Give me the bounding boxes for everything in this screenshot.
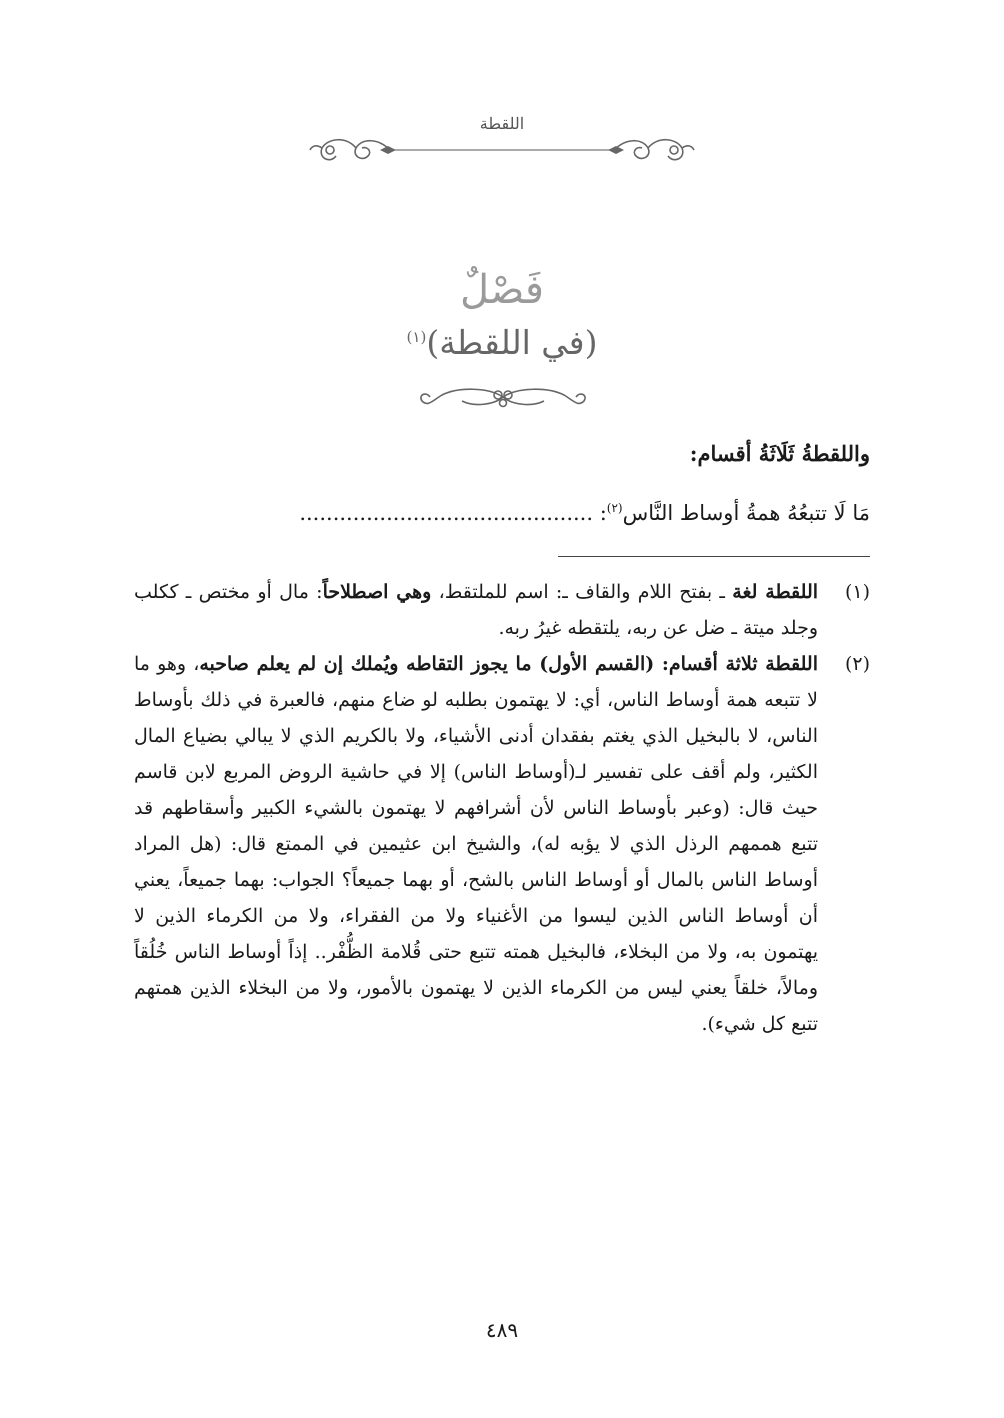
footnote-text bbox=[134, 646, 818, 1042]
footnote-marker-2: (٢) bbox=[606, 501, 623, 515]
title-ornament-icon bbox=[418, 383, 588, 411]
page-number: ٤٨٩ bbox=[485, 1318, 519, 1342]
footnote-separator bbox=[558, 556, 870, 557]
main-text-line-1: واللقطةُ ثَلَاثَةُ أقسام: bbox=[689, 441, 870, 466]
main-text-line-2-tail: : ............................................ bbox=[299, 501, 607, 525]
chapter-heading: فَصْلٌ bbox=[459, 267, 545, 313]
chapter-subtitle-text: (في اللقطة) bbox=[426, 323, 598, 362]
footnote-bold-segment: اللقطة ثلاثة أقسام: (القسم الأول) ما يجوز التقاطه ويُملك إن لم يعلم صاحبه bbox=[199, 653, 818, 675]
footnote-number: (١) bbox=[844, 581, 870, 603]
running-title: اللقطة bbox=[479, 114, 525, 133]
main-text-line-2-text: مَا لَا تتبعُهُ همةُ أوساط النَّاس bbox=[622, 501, 870, 525]
footnote-number: (٢) bbox=[844, 653, 870, 675]
chapter-subtitle bbox=[0, 322, 1004, 365]
footnote-text bbox=[134, 574, 818, 646]
footnote-bold-segment: اللقطة لغة bbox=[732, 581, 819, 603]
header-ornament-icon bbox=[308, 132, 696, 168]
footnote-bold-segment: وهي اصطلاحاً bbox=[322, 581, 432, 603]
footnote-marker-1: (١) bbox=[406, 328, 427, 346]
footnotes bbox=[134, 574, 870, 1042]
footnote-segment: ـ بفتح اللام والقاف ـ: اسم للملتقط، bbox=[431, 581, 733, 603]
main-text-line-2 bbox=[134, 497, 870, 531]
footnote-segment: ، وهو ما لا تتبعه همة أوساط الناس، أي: لا يهتمون بطلبه لو ضاع منهم، فالعبرة في ذلك بأوساط الناس، لا بالبخيل الذي يغتم بفقدان أدنى الأشياء، ولا بالكريم الذي لا يبالي بضياع المال الكثير، ولم أقف على تفسير لـ(أوساط الناس) إلا في حاشية الروض المربع لابن قاسم حيث قال: (وعبر بأوساط الناس لأن أشرافهم لا يهتمون بالشيء الكبير وأسقاطهم قد تتبع هممهم الرذل الذي لا يؤبه له)، والشيخ ابن عثيمين في الممتع قال: (هل المراد أوساط الناس بالمال أو أوساط الناس بالشح، أو بهما جميعاً؟ الجواب: بهما جميعاً، يعني أن أوساط الناس الذين ليسوا من الأغنياء ولا من الفقراء، ولا من الكرماء الذين لا يهتمون به، ولا من البخلاء، فالبخيل همته تتبع حتى قُلامة الظُّفْر.. إذاً أوساط الناس خُلُقاً ومالاً، خلقاً يعني ليس من الكرماء الذين لا يهتمون بالأمور، ولا من البخلاء الذين همتهم تتبع كل شيء). bbox=[134, 653, 818, 1035]
footnote-1 bbox=[134, 574, 870, 646]
footnote-2 bbox=[134, 646, 870, 1042]
footnote-segment: : مال أو مختص ـ ككلب وجلد ميتة ـ ضل عن ربه، يلتقطه غيرُ ربه. bbox=[134, 581, 818, 639]
